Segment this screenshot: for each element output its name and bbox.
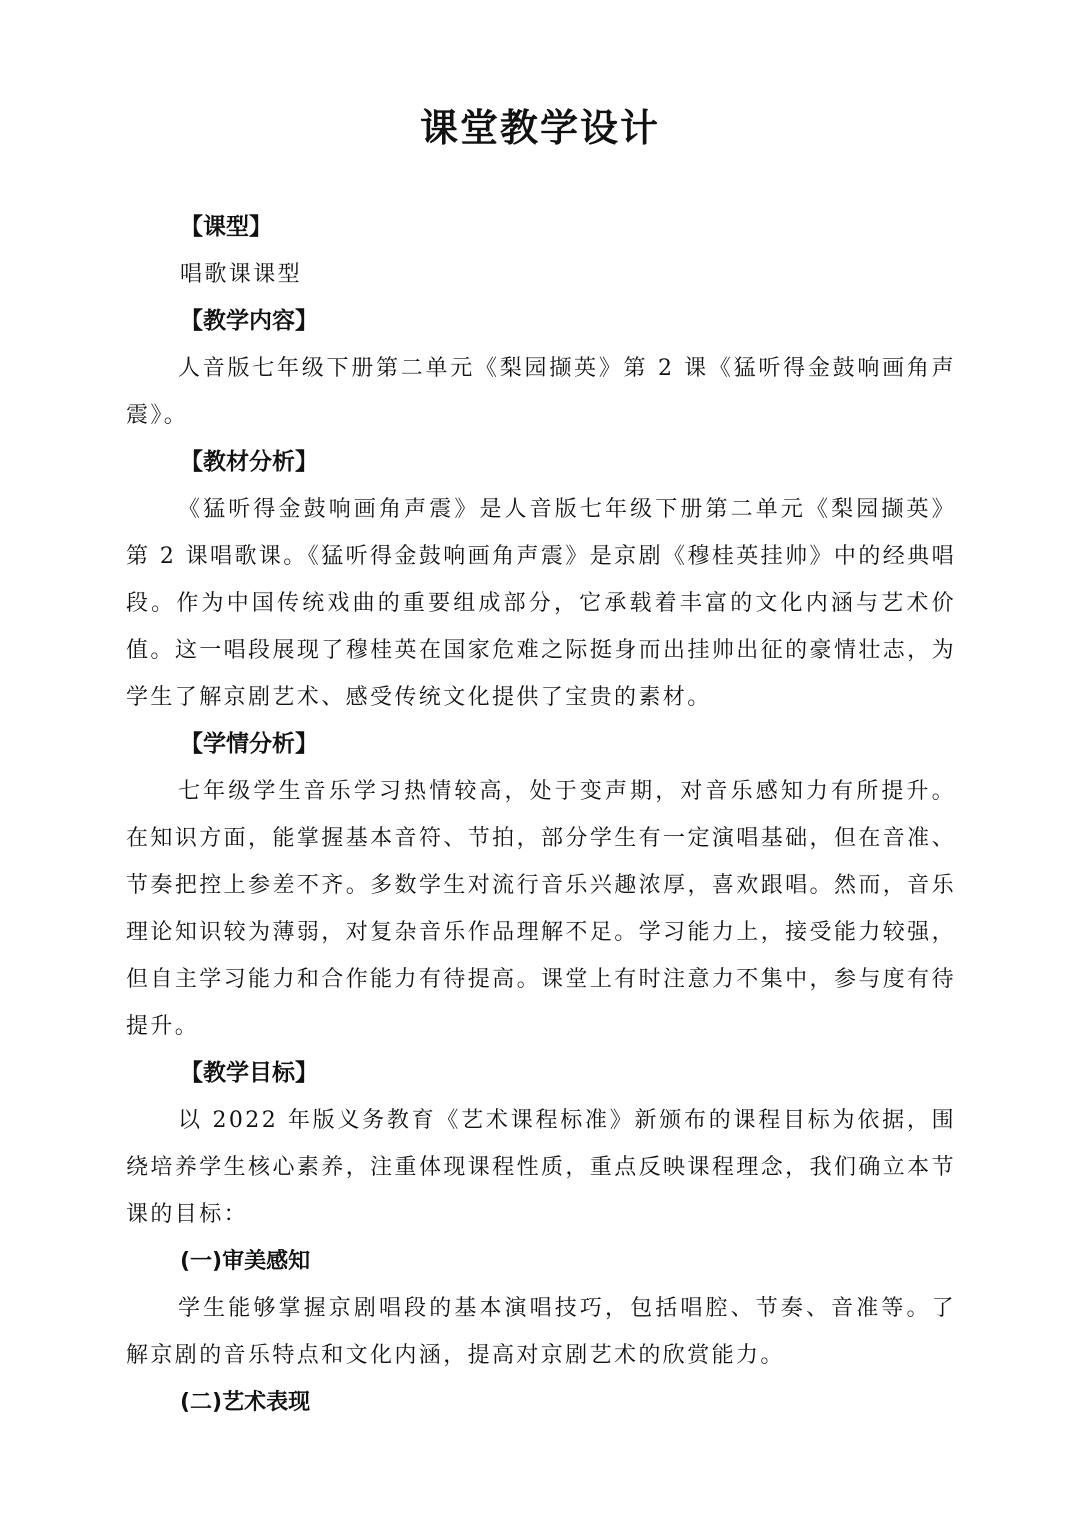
student-analysis-text: 七年级学生音乐学习热情较高，处于变声期，对音乐感知力有所提升。在知识方面，能掌握基本音符、节拍，部分学生有一定演唱基础，但在音准、节奏把控上参差不齐。多数学生对流行音乐兴趣浓厚，喜欢跟唱。然而，音乐理论知识较为薄弱，对复杂音乐作品理解不足。学习能力上，接受能力较强，但自主学习能力和合作能力有待提高。课堂上有时注意力不集中，参与度有待提升。 xyxy=(126,779,956,1039)
teaching-content-text: 人音版七年级下册第二单元《梨园撷英》第 2 课《猛听得金鼓响画角声震》。 xyxy=(126,356,956,428)
teaching-goals-text: 以 2022 年版义务教育《艺术课程标准》新颁布的课程目标为依据，围绕培养学生核心素养，注重体现课程性质，重点反映课程理念，我们确立本节课的目标： xyxy=(126,1108,956,1227)
material-analysis-text: 《猛听得金鼓响画角声震》是人音版七年级下册第二单元《梨园撷英》第 2 课唱歌课。《猛听得金鼓响画角声震》是京剧《穆桂英挂帅》中的经典唱段。作为中国传统戏曲的重要组成部分，它承载着丰富的文化内涵与艺术价值。这一唱段展现了穆桂英在国家危难之际挺身而出挂帅出征的豪情壮志，为学生了解京剧艺术、感受传统文化提供了宝贵的素材。 xyxy=(126,497,956,710)
teaching-goals-heading: 【教学目标】 xyxy=(180,1060,318,1086)
teaching-content-heading: 【教学内容】 xyxy=(180,308,318,334)
goal-aesthetic-perception-heading: (一)审美感知 xyxy=(180,1249,311,1274)
goal-artistic-expression-heading: (二)艺术表现 xyxy=(180,1390,311,1415)
lesson-type-heading: 【课型】 xyxy=(180,214,272,240)
page-title: 课堂教学设计 xyxy=(419,106,660,150)
document-body xyxy=(126,204,956,1426)
goal-aesthetic-perception-text: 学生能够掌握京剧唱段的基本演唱技巧，包括唱腔、节奏、音准等。了解京剧的音乐特点和文化内涵，提高对京剧艺术的欣赏能力。 xyxy=(126,1296,956,1368)
material-analysis-heading: 【教材分析】 xyxy=(180,449,318,475)
lesson-type-text: 唱歌课课型 xyxy=(180,262,303,287)
student-analysis-heading: 【学情分析】 xyxy=(180,731,318,757)
